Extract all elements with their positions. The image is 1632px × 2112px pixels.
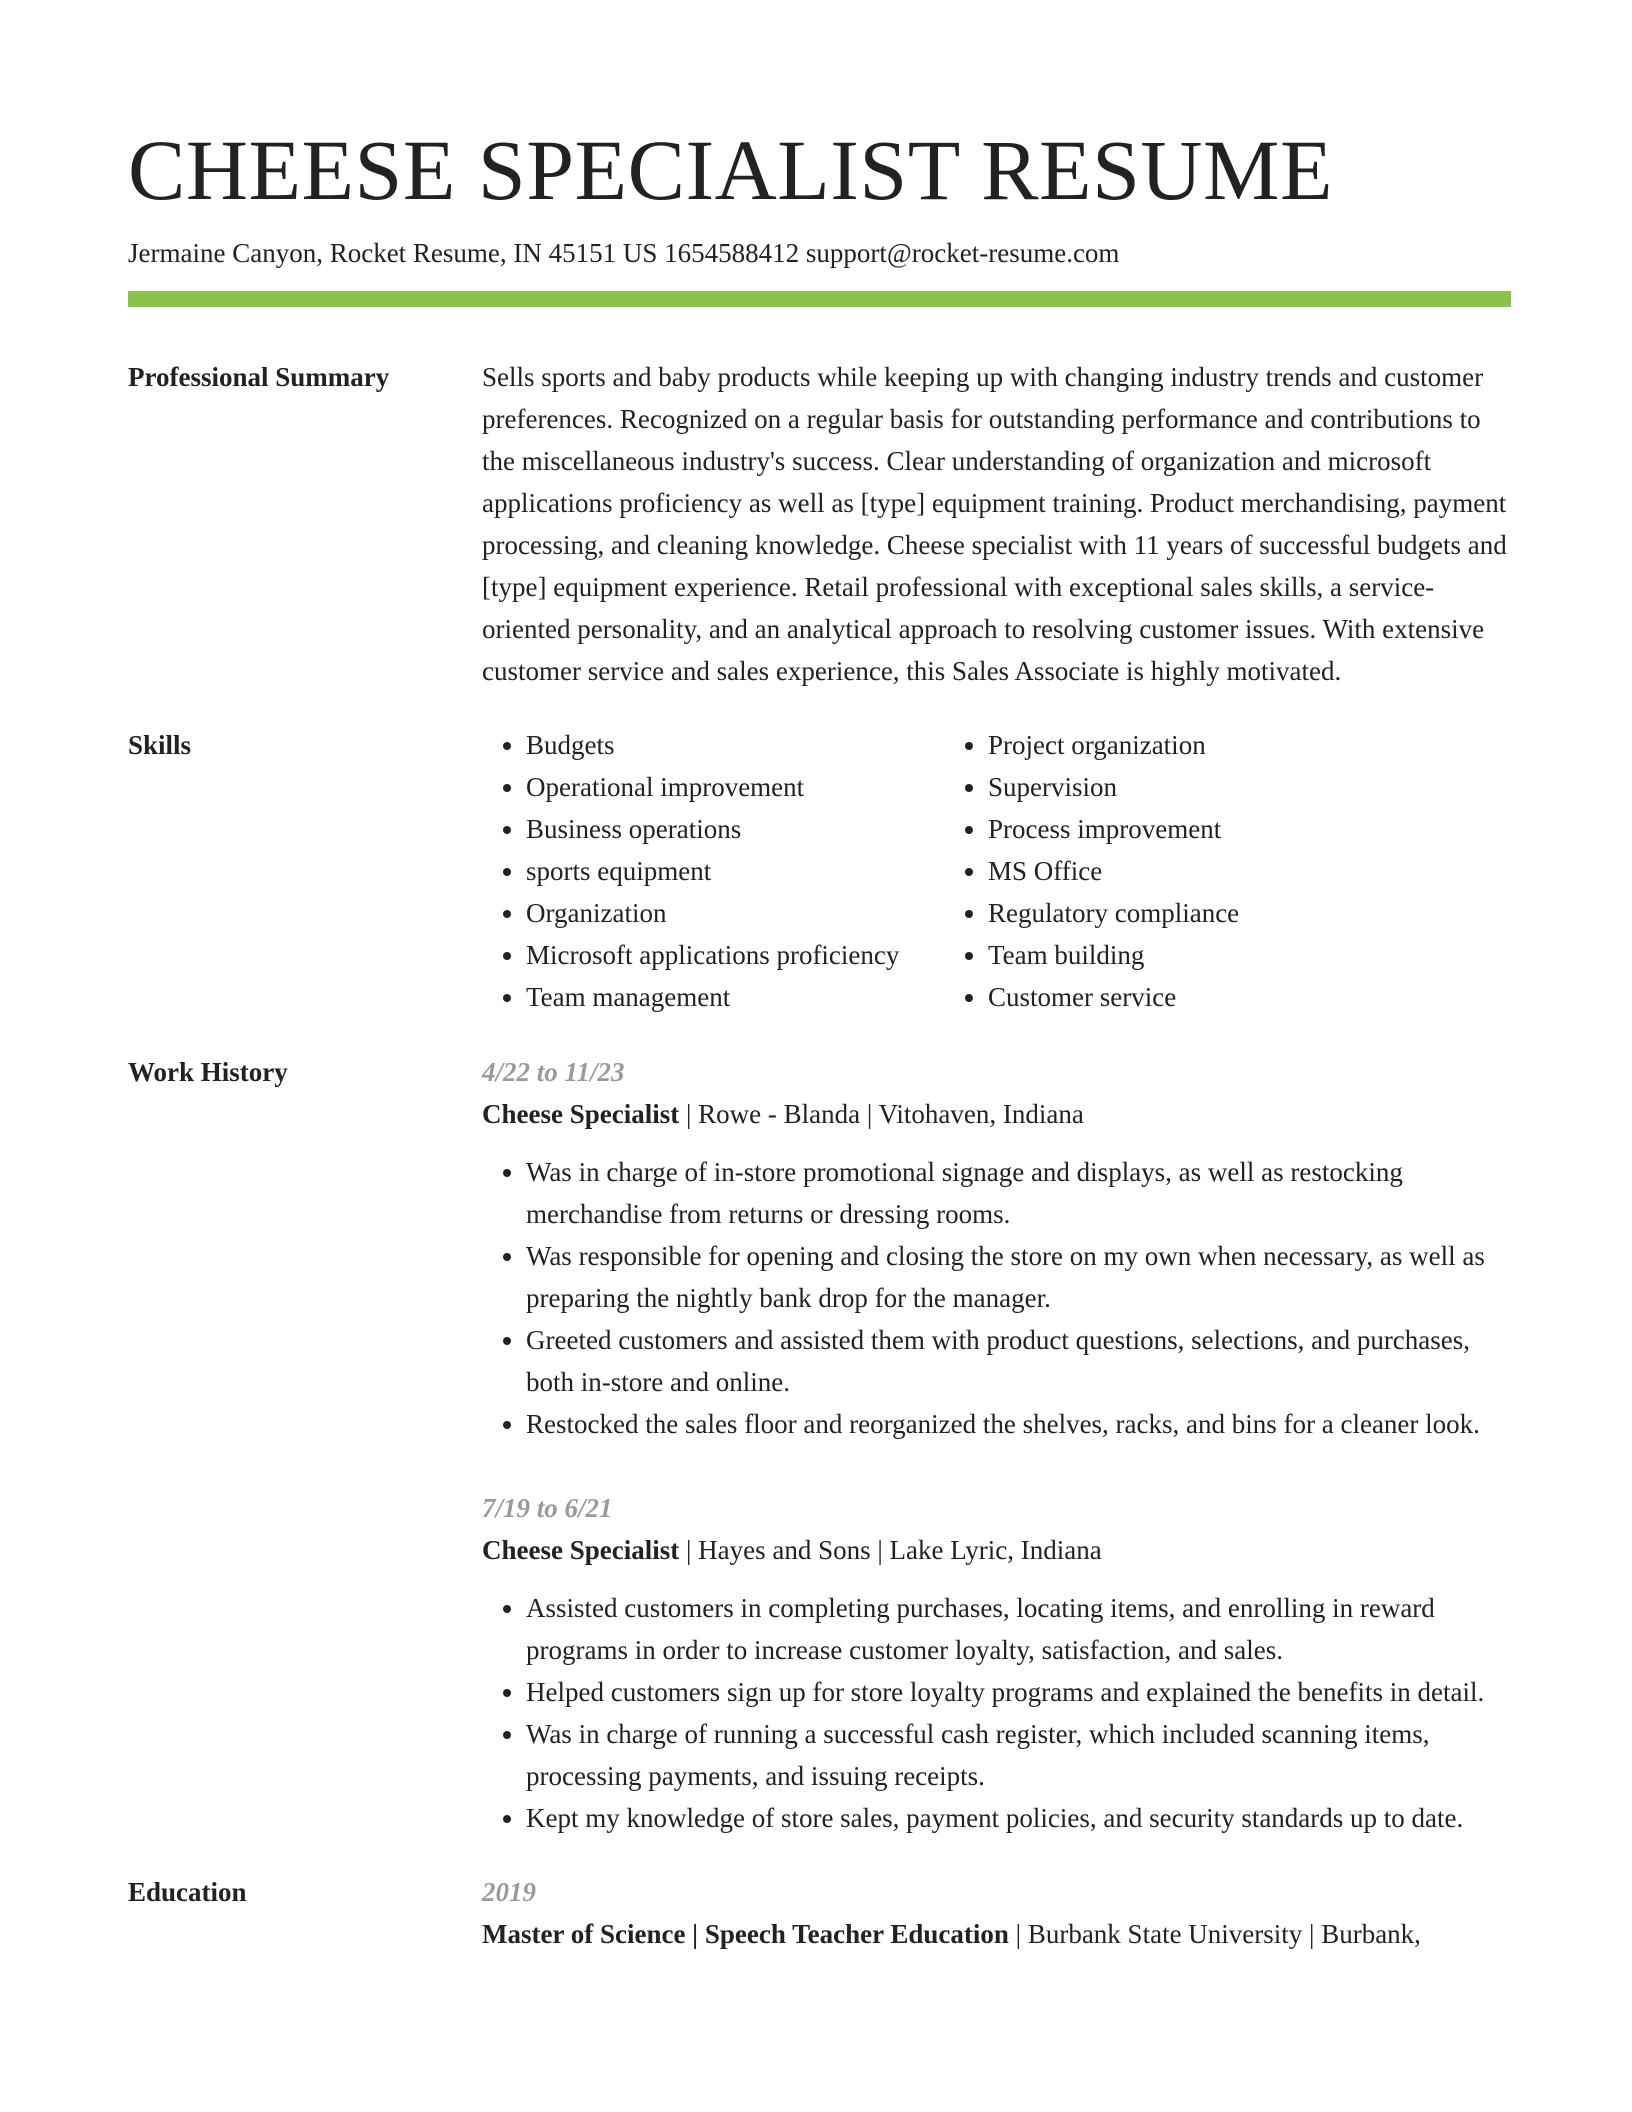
- summary-section: [128, 356, 1511, 692]
- skill-item: • Budgets: [526, 724, 944, 766]
- job-bullet: • Was responsible for opening and closing the store on my own when necessary, as well as preparing the nightly bank drop for the manager.: [526, 1235, 1511, 1319]
- skill-item: • Supervision: [988, 766, 1511, 808]
- job-title-line: [482, 1093, 1511, 1135]
- job-bullet: • Was in charge of running a successful cash register, which included scanning items, processing payments, and issuing receipts.: [526, 1713, 1511, 1797]
- work-history-body: [482, 1051, 1511, 1839]
- skills-list-left: [482, 724, 944, 1018]
- job-employer: | Rowe - Blanda | Vitohaven, Indiana: [679, 1099, 1084, 1129]
- skill-item: • Team management: [526, 976, 944, 1018]
- job-bullet-list: [482, 1151, 1511, 1445]
- summary-label: Professional Summary: [128, 362, 390, 392]
- contact-info: Jermaine Canyon, Rocket Resume, IN 45151 US 1654588412 support@rocket-resume.com: [128, 238, 1120, 268]
- summary-body: [482, 356, 1511, 692]
- education-degree-line: [482, 1913, 1511, 1955]
- skill-item: • Process improvement: [988, 808, 1511, 850]
- job-date: 4/22 to 11/23: [482, 1057, 625, 1087]
- skill-item: • Operational improvement: [526, 766, 944, 808]
- job-entry: [482, 1051, 1511, 1445]
- resume-page: [128, 0, 1511, 1955]
- skills-body: [482, 724, 1511, 1018]
- skill-item: • Organization: [526, 892, 944, 934]
- job-title-line: [482, 1529, 1511, 1571]
- education-section: [128, 1871, 1511, 1955]
- education-label: Education: [128, 1877, 247, 1907]
- work-history-section: [128, 1051, 1511, 1839]
- job-bullet: • Greeted customers and assisted them with product questions, selections, and purchases, both in-store and online.: [526, 1319, 1511, 1403]
- skill-item: • Business operations: [526, 808, 944, 850]
- skill-item: • Microsoft applications proficiency: [526, 934, 944, 976]
- job-entry: [482, 1487, 1511, 1839]
- work-history-label: Work History: [128, 1057, 288, 1087]
- skill-item: • MS Office: [988, 850, 1511, 892]
- skill-item: • Team building: [988, 934, 1511, 976]
- education-degree: Master of Science | Speech Teacher Education: [482, 1919, 1009, 1949]
- skills-label: Skills: [128, 730, 192, 760]
- skill-item: • Project organization: [988, 724, 1511, 766]
- job-bullet: • Assisted customers in completing purchases, locating items, and enrolling in reward programs in order to increase customer loyalty, satisfaction, and sales.: [526, 1587, 1511, 1671]
- job-bullet: • Helped customers sign up for store loyalty programs and explained the benefits in detail.: [526, 1671, 1511, 1713]
- skill-item: • Regulatory compliance: [988, 892, 1511, 934]
- education-school: | Burbank State University | Burbank,: [1008, 1919, 1421, 1949]
- accent-divider: [128, 291, 1511, 307]
- job-bullet: • Was in charge of in-store promotional signage and displays, as well as restocking merchandise from returns or dressing rooms.: [526, 1151, 1511, 1235]
- job-role: Cheese Specialist: [482, 1099, 680, 1129]
- skills-section: [128, 724, 1511, 1018]
- skill-item: • sports equipment: [526, 850, 944, 892]
- job-role: Cheese Specialist: [482, 1535, 680, 1565]
- job-employer: | Hayes and Sons | Lake Lyric, Indiana: [679, 1535, 1102, 1565]
- job-bullet: • Kept my knowledge of store sales, payment policies, and security standards up to date.: [526, 1797, 1511, 1839]
- page-title: CHEESE SPECIALIST RESUME: [128, 122, 1333, 218]
- skill-item: • Customer service: [988, 976, 1511, 1018]
- education-body: [482, 1871, 1511, 1955]
- education-date: 2019: [482, 1877, 536, 1907]
- job-date: 7/19 to 6/21: [482, 1493, 613, 1523]
- job-bullet: • Restocked the sales floor and reorganized the shelves, racks, and bins for a cleaner look.: [526, 1403, 1511, 1445]
- skills-list-right: [944, 724, 1511, 1018]
- job-bullet-list: [482, 1587, 1511, 1839]
- summary-text: Sells sports and baby products while keeping up with changing industry trends and customer preferences. Recognized on a regular basis for outstanding performance and contributions to the miscellaneous industry's success. Clear understanding of organization and microsoft applications proficiency as well as [type] equipment training. Product merchandising, payment processing, and cleaning knowledge. Cheese specialist with 11 years of successful budgets and [type] equipment experience. Retail professional with exceptional sales skills, a service-oriented personality, and an analytical approach to resolving customer issues. With extensive customer service and sales experience, this Sales Associate is highly motivated.: [482, 362, 1507, 686]
